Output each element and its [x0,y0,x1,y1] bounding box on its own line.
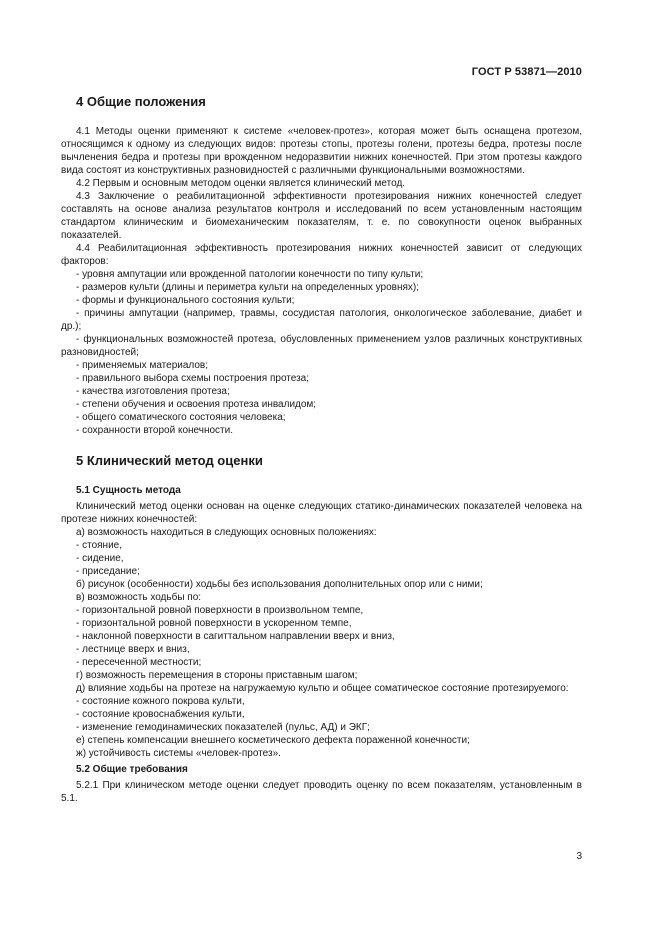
indicator-item: в) возможность ходьбы по: [76,592,202,603]
paragraph-4-2: 4.2 Первым и основным методом оценки является клинический метод. [76,178,406,189]
indicator-item: - лестнице вверх и вниз, [76,644,190,655]
factor-item: - размеров культи (длины и периметра культи на определенных уровнях); [76,282,420,293]
section-4-title: 4 Общие положения [76,94,206,109]
indicator-item: - приседание; [76,566,140,577]
factor-item: - формы и функционального состояния культи; [76,295,295,306]
paragraph-4-3: 4.3 Заключение о реабилитационной эффективности протезирования нижних конечностей следует составлять на основе анализа результатов контроля и исследований по всем установленным настоящим стандартом клиническим и биомеханическим показателям, т. е. по совокупности оценок выбранных показателей. [61,191,582,241]
factor-item: - функциональных возможностей протеза, обусловленных применением узлов различных конструктивных разновидностей; [61,334,582,358]
paragraph-5-2-1: 5.2.1 При клиническом методе оценки следует проводить оценку по всем показателям, установленным в 5.1. [61,780,582,804]
subsection-5-1-title: 5.1 Сущность метода [76,485,181,496]
paragraph-4-4: 4.4 Реабилитационная эффективность протезирования нижних конечностей зависит от следующих факторов: [61,243,582,267]
indicator-item: г) возможность перемещения в стороны приставным шагом; [76,670,358,681]
indicator-item: - сидение, [76,553,124,564]
indicator-item: - горизонтальной ровной поверхности в произвольном темпе, [76,605,364,616]
indicator-item: - горизонтальной ровной поверхности в ускоренном темпе, [76,618,352,629]
indicator-item: - состояние кожного покрова культи, [76,696,245,707]
section-5-1-intro: Клинический метод оценки основан на оценке следующих статико-динамических показателей человека на протезе нижних конечностей: [61,501,582,525]
page-number: 3 [576,851,582,862]
factor-item: - сохранности второй конечности. [76,425,233,436]
indicator-item: - наклонной поверхности в сагиттальном направлении вверх и вниз, [76,631,395,642]
factor-item: - уровня ампутации или врожденной патологии конечности по типу культи; [76,269,424,280]
factor-item: - причины ампутации (например, травмы, сосудистая патология, онкологическое заболевание, диабет и др.); [61,308,582,332]
standard-number: ГОСТ Р 53871—2010 [471,66,582,78]
page-content [61,94,582,805]
indicator-item: - изменение гемодинамических показателей (пульс, АД) и ЭКГ; [76,722,370,733]
factor-item: - качества изготовления протеза; [76,386,230,397]
factor-item: - применяемых материалов; [76,360,209,371]
indicator-item: - стояние, [76,540,123,551]
indicator-item: е) степень компенсации внешнего косметического дефекта пораженной конечности; [76,735,470,746]
subsection-5-2-title: 5.2 Общие требования [76,764,188,775]
indicator-item: д) влияние ходьбы на протезе на нагружаемую культю и общее соматическое состояние протезируемого: [76,683,569,694]
indicator-item: ж) устойчивость системы «человек-протез». [76,748,281,759]
indicator-item: а) возможность находиться в следующих основных положениях: [76,527,377,538]
paragraph-4-1: 4.1 Методы оценки применяют к системе «человек-протез», которая может быть оснащена протезом, относящимся к одному из следующих видов: протезы стопы, протезы голени, протезы бедра, протезы после вычленения бедра и протезы при врожденном недоразвитии нижних конечностей. При этом протезы каждого вида состоят из конструктивных разновидностей с различными функциональными возможностями. [61,126,582,176]
indicator-item: - пересеченной местности; [76,657,202,668]
factor-item: - общего соматического состояния человека; [76,412,286,423]
indicator-item: - состояние кровоснабжения культи, [76,709,245,720]
factor-item: - правильного выбора схемы построения протеза; [76,373,310,384]
section-5-title: 5 Клинический метод оценки [76,453,263,468]
factor-item: - степени обучения и освоения протеза инвалидом; [76,399,317,410]
indicator-item: б) рисунок (особенности) ходьбы без использования дополнительных опор или с ними; [76,579,483,590]
